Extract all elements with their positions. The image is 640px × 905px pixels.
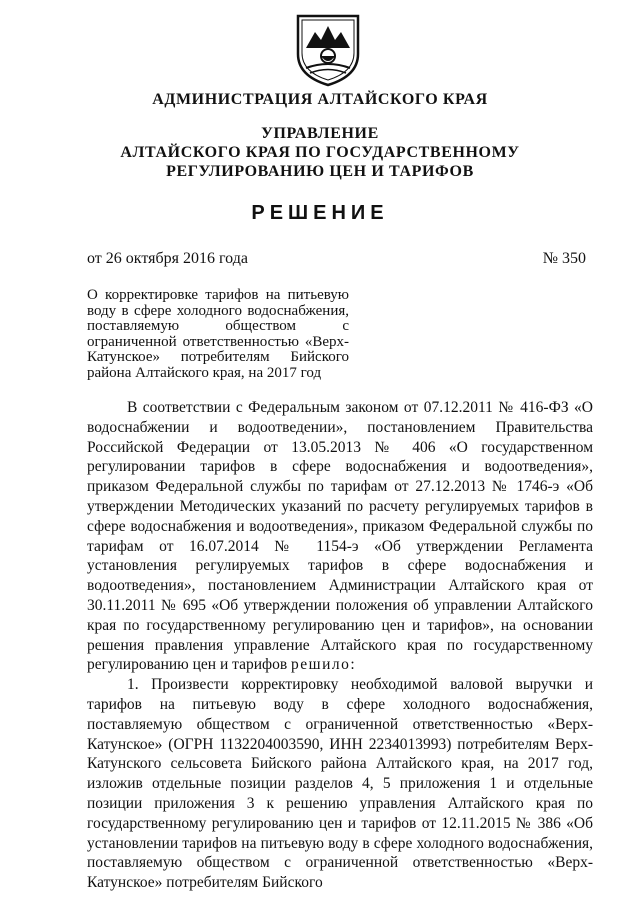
item-1-paragraph: 1. Произвести корректировку необходимой валовой выручки и тарифов на питьевую воду в сфере холодного водоснабжения, поставляемую обществом с ограниченной ответственностью «Верх-Катунское» (ОГРН 1132204003590, ИНН 2234013993) потребителям Верх-Катунского сельсовета Бийского района Алтайского края, на 2017 год, изложив отдельные позиции разделов 4, 5 приложения 1 и отдельные позиции приложения 3 к решению управления Алтайского края по государственному регулированию цен и тарифов от 12.11.2015 № 386 «Об установлении тарифов на питьевую воду в сфере холодного водоснабжения, поставляемую обществом с ограниченной ответственностью «Верх-Катунское» потребителям Бийского — [87, 676, 593, 892]
resolved-word: решило: — [291, 656, 357, 674]
administration-title: АДМИНИСТРАЦИЯ АЛТАЙСКОГО КРАЯ — [152, 91, 488, 108]
coat-of-arms-icon — [293, 10, 363, 88]
document-subject: О корректировке тарифов на питьевую воду в сфере холодного водоснабжения, поставляемую обществом с ограниченной ответственностью «Верх-Катунское» потребителям Бийского района Алтайского края, на 2017 год — [87, 287, 349, 381]
document-number: № 350 — [542, 250, 586, 267]
department-line: РЕГУЛИРОВАНИЮ ЦЕН И ТАРИФОВ — [166, 163, 474, 180]
preamble-paragraph — [87, 398, 593, 675]
preamble-text: В соответствии с Федеральным законом от 07.12.2011 № 416-ФЗ «О водоснабжении и водоотведении», постановлением Правительства Российской Федерации от 13.05.2013 № 406 «О государственном регулировании тарифов в сфере водоснабжения и водоотведения», приказом Федеральной службы по тарифам от 27.12.2013 № 1746-э «Об утверждении Методических указаний по расчету регулируемых тарифов в сфере водоснабжения и водоотведения», приказом Федеральной службы по тарифам от 16.07.2014 № 1154-э «Об утверждении Регламента установления регулируемых тарифов в сфере водоснабжения и водоотведения», постановлением Администрации Алтайского края от 30.11.2011 № 695 «Об утверждении положения об управлении Алтайского края по государственному регулированию цен и тарифов», на основании решения правления управление Алтайского края по государственному регулированию цен и тарифов — [87, 399, 593, 674]
department-line: УПРАВЛЕНИЕ — [261, 125, 379, 142]
department-title — [0, 124, 640, 181]
document-date: от 26 октября 2016 года — [87, 250, 248, 267]
department-line: АЛТАЙСКОГО КРАЯ ПО ГОСУДАРСТВЕННОМУ — [120, 144, 520, 161]
document-body — [87, 398, 593, 893]
document-type-title: РЕШЕНИЕ — [251, 202, 389, 224]
